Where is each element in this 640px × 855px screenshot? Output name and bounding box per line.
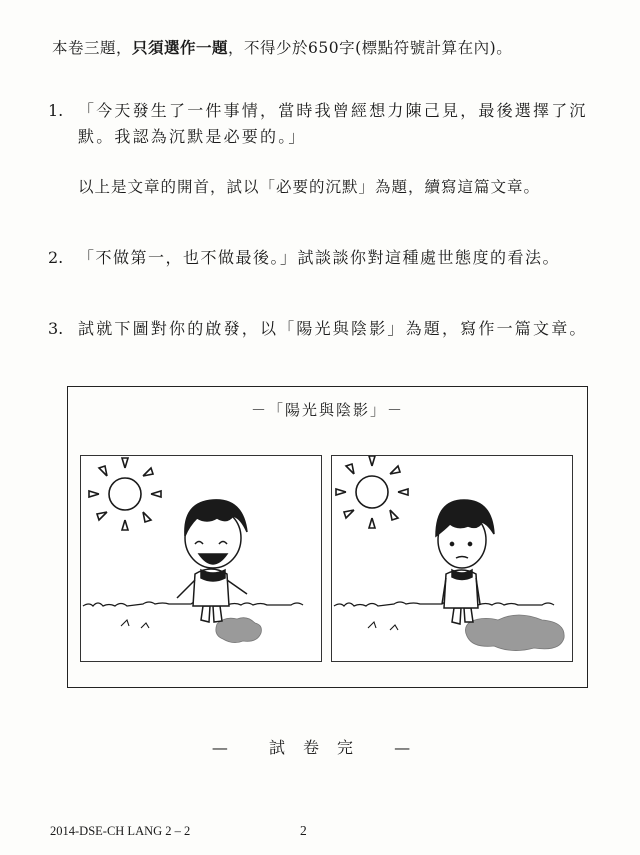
exam-end-mark: — 試卷完 — [211, 738, 429, 757]
sun-icon [336, 456, 408, 528]
question-text: 「今天發生了一件事情，當時我曾經想力陳己見，最後選擇了沉默。我認為沉默是必要的。」 [78, 101, 588, 146]
illustration-panel-right [331, 455, 573, 662]
shadow-large [465, 615, 564, 651]
question-3 [48, 316, 588, 342]
paper-code: 2014-DSE-CH LANG 2 – 2 [50, 824, 191, 838]
question-instruction: 以上是文章的開首，試以「必要的沉默」為題，續寫這篇文章。 [78, 178, 541, 196]
boy-sad [436, 500, 494, 624]
sad-boy-drawing [332, 456, 572, 661]
question-number: 2. [48, 248, 64, 267]
illustration-panel-left [80, 455, 322, 662]
instruction-bold: 只須選作一題 [132, 39, 229, 57]
question-2 [48, 245, 561, 271]
question-text: 試就下圖對你的啟發，以「陽光與陰影」為題，寫作一篇文章。 [78, 319, 588, 338]
happy-boy-drawing [81, 456, 321, 661]
instruction-line [52, 36, 512, 58]
question-number: 1. [48, 101, 64, 120]
page-number: 2 [300, 823, 307, 838]
question-1 [48, 98, 588, 196]
sun-icon [89, 458, 161, 530]
question-text: 「不做第一，也不做最後。」試談談你對這種處世態度的看法。 [78, 248, 561, 267]
illustration-title: －「陽光與陰影」－ [250, 401, 404, 419]
question-number: 3. [48, 319, 64, 338]
illustration-frame [67, 386, 588, 688]
instruction-after: ，不得少於650字(標點符號計算在內)。 [228, 39, 513, 57]
instruction-before: 本卷三題， [52, 39, 133, 57]
